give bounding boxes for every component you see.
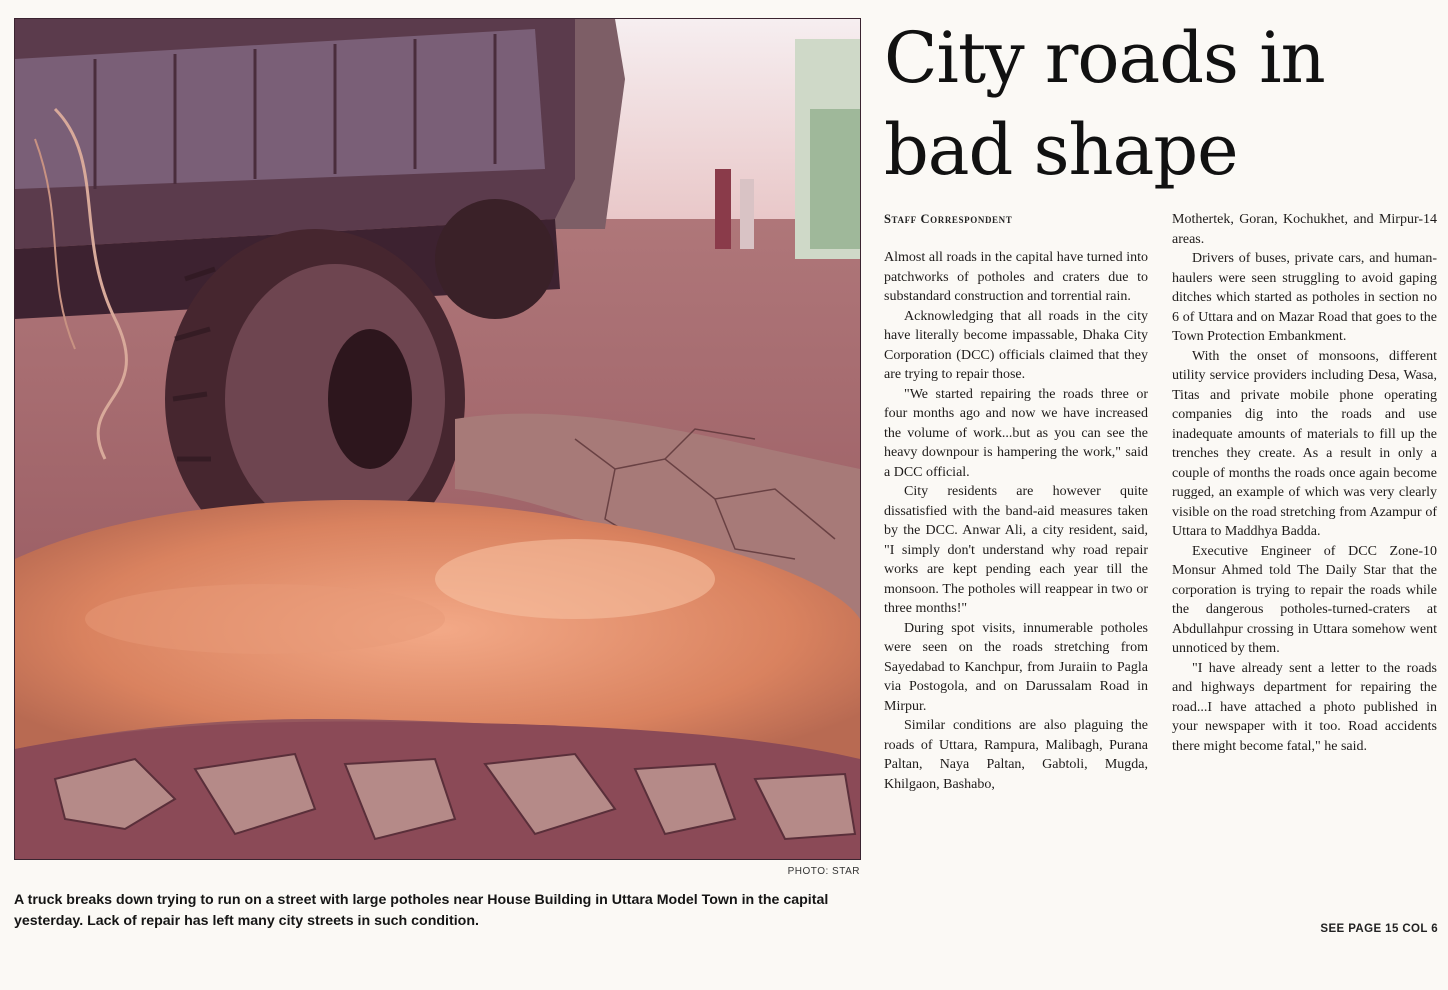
continuation-jump: SEE PAGE 15 COL 6: [1320, 923, 1438, 935]
article-column-1: [884, 248, 1148, 794]
paragraph: "I have already sent a letter to the roads and highways department for repairing the road...I have attached a photo published in your newspaper with it too. Road accidents there might become fatal," he said.: [1172, 660, 1437, 754]
photo-caption: A truck breaks down trying to run on a street with large potholes near House Building in Uttara Model Town in the capital yesterday. Lack of repair has left many city streets in such condition.: [14, 892, 829, 929]
paragraph: With the onset of monsoons, different utility service providers including Desa, Wasa, Titas and private mobile phone operating companies dig into the roads and use inadequate amounts of materials to fill up the trenches they create. As a result in only a couple of months the roads once again become rugged, an example of which was very clearly visible on the road stretching from Azampur of Uttara to Maddhya Badda.: [1172, 348, 1437, 539]
paragraph: Acknowledging that all roads in the city have literally become impassable, Dhaka City Corporation (DCC) officials claimed that they are trying to repair those.: [884, 308, 1148, 382]
photo-credit: PHOTO: STAR: [787, 866, 860, 877]
paragraph: "We started repairing the roads three or four months ago and now we have increased the volume of work...but as you can see the heavy downpour is hampering the work," said a DCC official.: [884, 386, 1148, 480]
article-column-2: [1172, 210, 1437, 756]
paragraph: City residents are however quite dissatisfied with the band-aid measures taken by the DCC. Anwar Ali, a city resident, said, "I simply don't understand why road repair works are kept pending each year till the monsoon. The potholes will reappear in two or three months!": [884, 484, 1148, 616]
headline: City roads in bad shape: [884, 17, 1325, 191]
paragraph: Almost all roads in the capital have turned into patchworks of potholes and craters due to substandard construction and torrential rain.: [884, 250, 1148, 304]
paragraph: During spot visits, innumerable potholes were seen on the roads stretching from Sayedabad to Kanchpur, from Juraiin to Pagla via Postogola, and on Darussalam Road in Mirpur.: [884, 620, 1148, 714]
news-photo: [14, 18, 861, 860]
paragraph: Mothertek, Goran, Kochukhet, and Mirpur-14 areas.: [1172, 212, 1437, 247]
paragraph: Drivers of buses, private cars, and human-haulers were seen struggling to avoid gaping ditches which started as potholes in section no 6 of Uttara and on Mazar Road that goes to the Town Protection Embankment.: [1172, 251, 1437, 344]
byline: Staff Correspondent: [884, 212, 1013, 226]
paragraph: Similar conditions are also plaguing the roads of Uttara, Rampura, Malibagh, Purana Paltan, Naya Paltan, Gabtoli, Mugda, Khilgaon, Bashabo,: [884, 718, 1148, 792]
paragraph: Executive Engineer of DCC Zone-10 Monsur Ahmed told The Daily Star that the corporation is trying to repair the roads while the dangerous potholes-turned-craters at Abdullahpur crossing in Uttara somehow went unnoticed by them.: [1172, 543, 1437, 656]
photo-illustration: [15, 19, 860, 859]
